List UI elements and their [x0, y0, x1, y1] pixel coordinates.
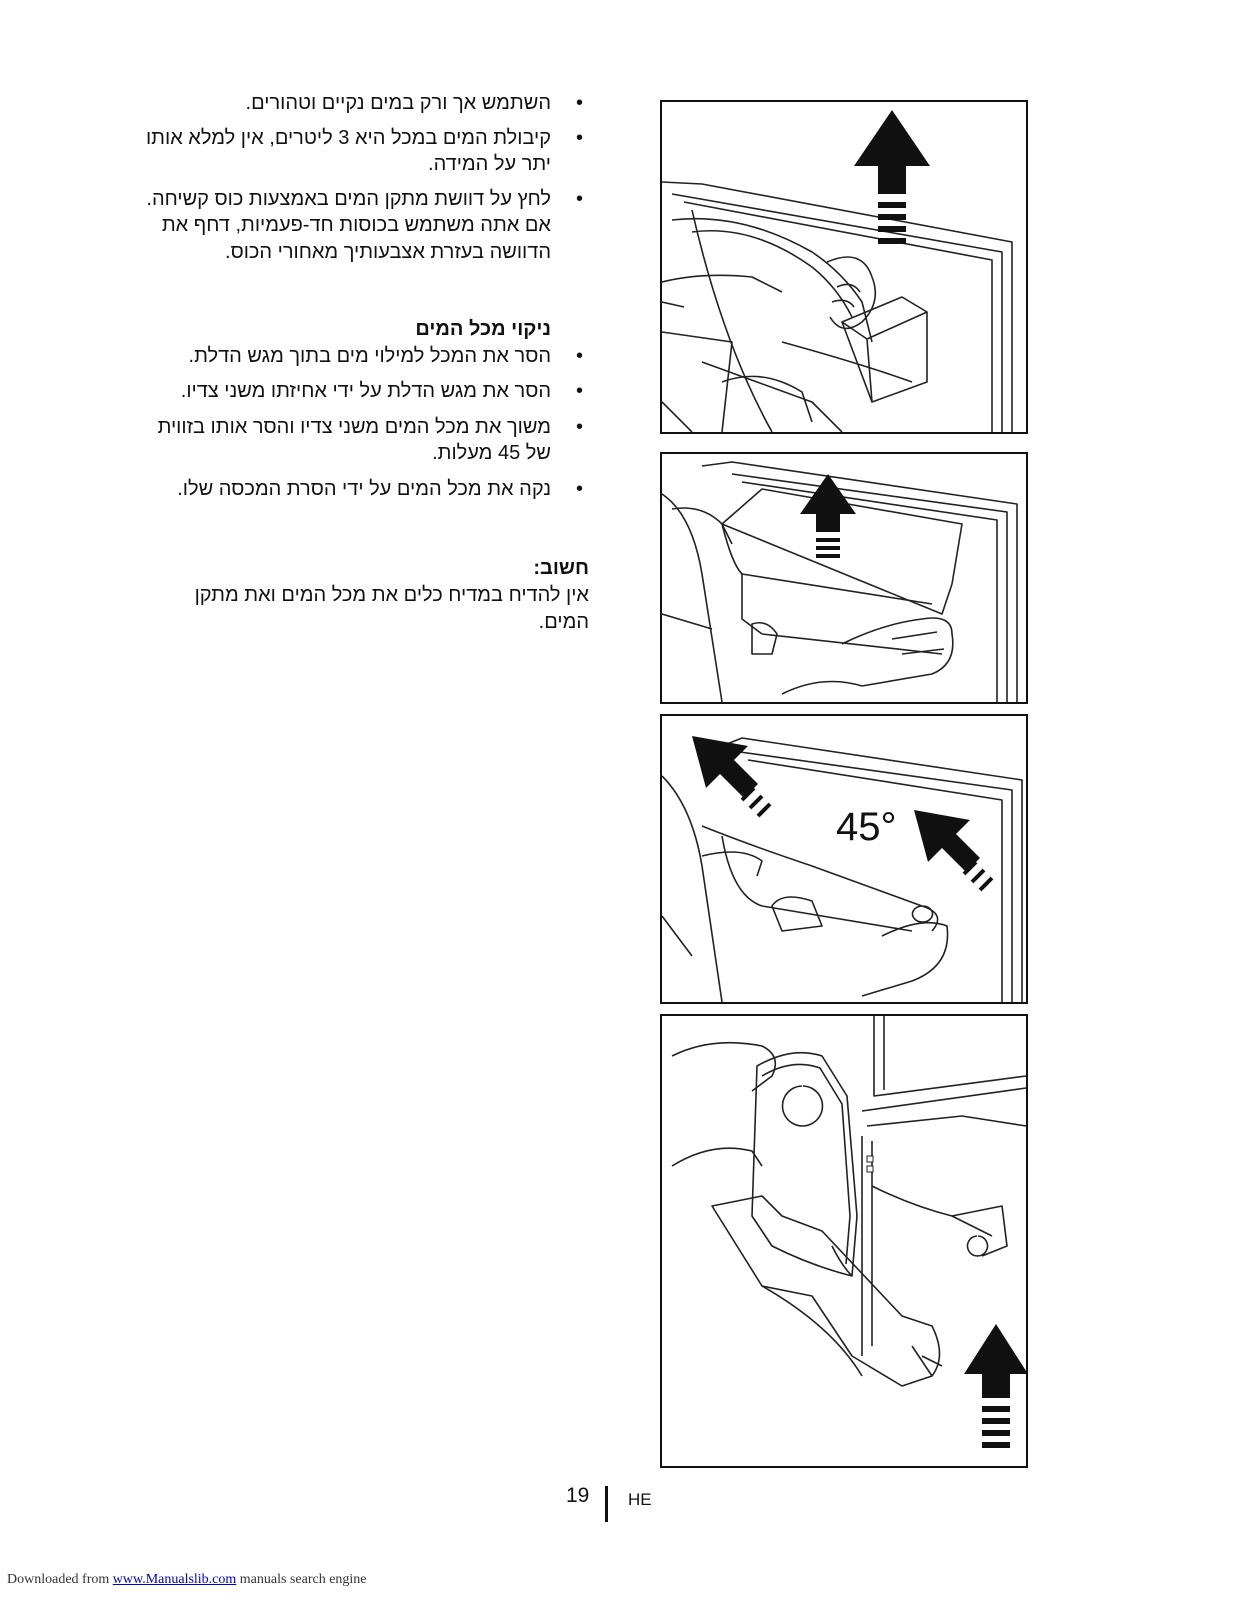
figure-pull-45-degrees-drawing — [662, 716, 1026, 1002]
figure-clean-container-drawing — [662, 1016, 1026, 1466]
manualslib-link[interactable]: www.Manualslib.com — [112, 1572, 237, 1587]
important-heading: חשוב: — [533, 557, 589, 579]
cleaning-bullet-list — [129, 343, 589, 503]
intro-bullet: • קיבולת המים במכל היא 3 ליטרים, אין למלא אותו יתר על המידה. — [129, 125, 589, 178]
download-suffix: manuals search engine — [236, 1572, 367, 1587]
cleaning-section — [129, 316, 589, 511]
cleaning-bullet: • משוך את מכל המים משני צדיו והסר אותו בזווית של 45 מעלות. — [129, 414, 589, 467]
intro-section — [129, 90, 589, 273]
language-code: HE — [628, 1490, 652, 1509]
angle-label: 45° — [836, 805, 897, 849]
arrow-up-left-icon — [914, 810, 980, 872]
download-notice — [7, 1572, 367, 1588]
important-text: אין להדיח במדיח כלים את מכל המים ואת מתקן המים. — [194, 584, 589, 633]
figure-pull-45-degrees — [660, 714, 1028, 1004]
figure-remove-container-drawing — [662, 102, 1026, 432]
arrow-up-left-icon — [692, 736, 758, 798]
figure-remove-container — [660, 100, 1028, 434]
intro-bullet-list — [129, 90, 589, 265]
download-prefix: Downloaded from — [7, 1572, 113, 1587]
footer-divider — [605, 1486, 608, 1522]
figure-remove-door-tray-drawing — [662, 454, 1026, 702]
arrow-up-icon — [964, 1324, 1026, 1398]
intro-bullet: • השתמש אך ורק במים נקיים וטהורים. — [129, 90, 589, 117]
figure-remove-door-tray — [660, 452, 1028, 704]
cleaning-bullet: • הסר את מגש הדלת על ידי אחיזתו משני צדיו. — [129, 378, 589, 405]
arrow-up-icon — [854, 110, 930, 194]
important-section — [144, 555, 589, 636]
cleaning-bullet: • הסר את המכל למילוי מים בתוך מגש הדלת. — [129, 343, 589, 370]
figure-clean-container — [660, 1014, 1028, 1468]
cleaning-heading: ניקוי מכל המים — [415, 318, 551, 340]
arrow-up-icon — [800, 474, 856, 532]
page-number: 19 — [566, 1484, 590, 1507]
cleaning-bullet: • נקה את מכל המים על ידי הסרת המכסה שלו. — [129, 476, 589, 503]
intro-bullet: • לחץ על דוושת מתקן המים באמצעות כוס קשיחה. אם אתה משתמש בכוסות חד-פעמיות, דחף את הדוושה בעזרת אצבעותיך מאחורי הכוס. — [129, 186, 589, 266]
